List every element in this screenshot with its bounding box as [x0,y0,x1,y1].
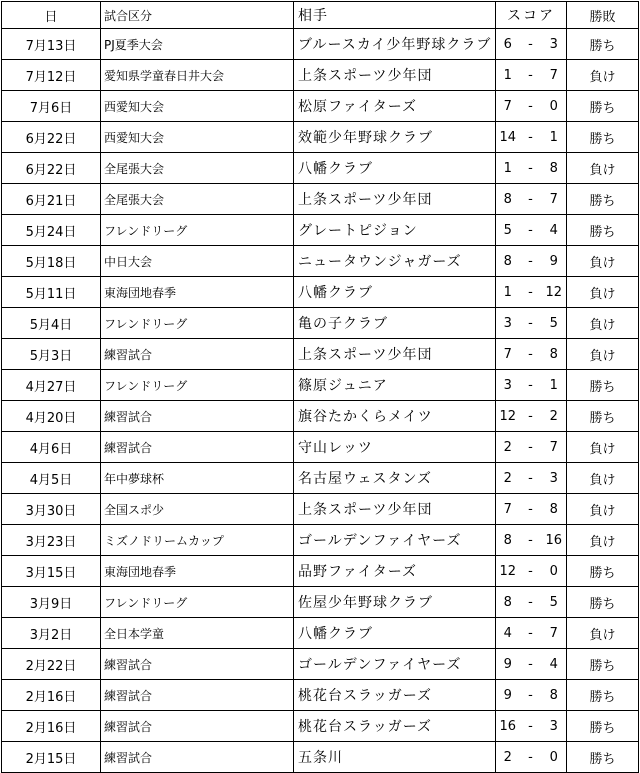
header-opponent: 相手 [294,2,496,29]
cell-score-them: 8 [542,339,567,370]
cell-opponent: 旗谷たかくらメイツ [294,401,496,432]
cell-score-us: 1 [496,153,520,184]
cell-score-dash: - [520,556,542,587]
cell-score-us: 1 [496,277,520,308]
cell-date: 6月21日 [2,184,101,215]
cell-competition: 愛知県学童春日井大会 [101,60,294,91]
cell-score-dash: - [520,308,542,339]
cell-score-us: 4 [496,618,520,649]
table-row [2,649,639,680]
cell-score-them: 12 [542,277,567,308]
cell-score-dash: - [520,494,542,525]
cell-score-dash: - [520,339,542,370]
table-row [2,91,639,122]
cell-score-us: 9 [496,680,520,711]
cell-score-them: 9 [542,246,567,277]
cell-date: 7月12日 [2,60,101,91]
header-competition: 試合区分 [101,2,294,29]
cell-date: 4月20日 [2,401,101,432]
table-row [2,556,639,587]
cell-opponent: 品野ファイターズ [294,556,496,587]
cell-score-us: 2 [496,742,520,773]
cell-date: 4月27日 [2,370,101,401]
cell-date: 6月22日 [2,153,101,184]
cell-competition: 年中夢球杯 [101,463,294,494]
cell-score-them: 0 [542,556,567,587]
cell-result: 勝ち [567,122,639,153]
table-body [2,29,639,773]
table-row [2,29,639,60]
cell-date: 7月6日 [2,91,101,122]
cell-competition: 東海団地春季 [101,277,294,308]
cell-score-them: 7 [542,184,567,215]
cell-score-dash: - [520,215,542,246]
cell-opponent: 上条スポーツ少年団 [294,184,496,215]
cell-competition: 練習試合 [101,711,294,742]
cell-score-dash: - [520,246,542,277]
cell-result: 勝ち [567,587,639,618]
cell-score-dash: - [520,401,542,432]
cell-date: 3月15日 [2,556,101,587]
cell-competition: ミズノドリームカップ [101,525,294,556]
cell-score-dash: - [520,184,542,215]
table-row [2,122,639,153]
cell-result: 負け [567,494,639,525]
table-header [2,2,639,29]
cell-date: 3月23日 [2,525,101,556]
cell-score-them: 7 [542,60,567,91]
cell-result: 負け [567,60,639,91]
cell-opponent: 名古屋ウェスタンズ [294,463,496,494]
cell-opponent: 五条川 [294,742,496,773]
table-row [2,277,639,308]
cell-competition: 全日本学童 [101,618,294,649]
table-row [2,494,639,525]
cell-date: 7月13日 [2,29,101,60]
cell-result: 勝ち [567,556,639,587]
table-row [2,184,639,215]
cell-competition: 練習試合 [101,742,294,773]
cell-score-dash: - [520,432,542,463]
cell-opponent: ゴールデンファイヤーズ [294,525,496,556]
cell-score-dash: - [520,618,542,649]
table-row [2,463,639,494]
cell-opponent: グレートピジョン [294,215,496,246]
cell-opponent: 篠原ジュニア [294,370,496,401]
cell-score-dash: - [520,60,542,91]
cell-score-us: 1 [496,60,520,91]
game-results-table [1,1,639,773]
cell-score-us: 3 [496,370,520,401]
cell-date: 6月22日 [2,122,101,153]
header-result: 勝敗 [567,2,639,29]
cell-score-us: 5 [496,215,520,246]
table-row [2,525,639,556]
cell-competition: 全尾張大会 [101,184,294,215]
cell-competition: フレンドリーグ [101,587,294,618]
table-row [2,246,639,277]
cell-score-us: 12 [496,556,520,587]
cell-result: 負け [567,525,639,556]
cell-score-us: 2 [496,463,520,494]
cell-date: 5月24日 [2,215,101,246]
cell-date: 5月11日 [2,277,101,308]
cell-competition: 中日大会 [101,246,294,277]
cell-result: 勝ち [567,401,639,432]
cell-opponent: 桃花台スラッガーズ [294,711,496,742]
cell-opponent: 上条スポーツ少年団 [294,339,496,370]
cell-date: 3月2日 [2,618,101,649]
cell-result: 勝ち [567,649,639,680]
cell-score-them: 5 [542,308,567,339]
cell-date: 4月6日 [2,432,101,463]
cell-score-us: 2 [496,432,520,463]
cell-score-us: 16 [496,711,520,742]
cell-score-us: 8 [496,587,520,618]
cell-score-us: 7 [496,339,520,370]
table-row [2,339,639,370]
cell-opponent: 八幡クラブ [294,153,496,184]
cell-score-us: 7 [496,494,520,525]
cell-score-dash: - [520,649,542,680]
cell-opponent: 上条スポーツ少年団 [294,60,496,91]
cell-result: 負け [567,618,639,649]
cell-opponent: 守山レッツ [294,432,496,463]
cell-score-dash: - [520,711,542,742]
cell-date: 4月5日 [2,463,101,494]
cell-date: 5月3日 [2,339,101,370]
cell-competition: 西愛知大会 [101,91,294,122]
cell-score-us: 3 [496,308,520,339]
cell-date: 3月30日 [2,494,101,525]
cell-date: 2月16日 [2,680,101,711]
cell-score-them: 3 [542,29,567,60]
cell-competition: フレンドリーグ [101,215,294,246]
cell-result: 勝ち [567,370,639,401]
cell-opponent: 亀の子クラブ [294,308,496,339]
cell-result: 勝ち [567,29,639,60]
cell-competition: 練習試合 [101,432,294,463]
cell-score-them: 2 [542,401,567,432]
cell-result: 勝ち [567,742,639,773]
table-row [2,153,639,184]
cell-competition: 西愛知大会 [101,122,294,153]
header-score: スコア [496,2,567,29]
cell-score-dash: - [520,91,542,122]
cell-result: 負け [567,246,639,277]
cell-result: 勝ち [567,711,639,742]
header-row [2,2,639,29]
cell-score-dash: - [520,463,542,494]
cell-score-us: 6 [496,29,520,60]
cell-score-us: 9 [496,649,520,680]
cell-competition: 全国スポ少 [101,494,294,525]
cell-date: 5月18日 [2,246,101,277]
cell-result: 負け [567,308,639,339]
cell-score-dash: - [520,587,542,618]
cell-result: 負け [567,463,639,494]
cell-score-dash: - [520,680,542,711]
cell-opponent: ゴールデンファイヤーズ [294,649,496,680]
cell-score-dash: - [520,742,542,773]
table-row [2,370,639,401]
table-row [2,680,639,711]
table-row [2,215,639,246]
cell-score-them: 4 [542,215,567,246]
cell-result: 勝ち [567,680,639,711]
cell-opponent: 松原ファイターズ [294,91,496,122]
cell-score-us: 8 [496,525,520,556]
table-row [2,618,639,649]
cell-competition: フレンドリーグ [101,370,294,401]
cell-opponent: 效範少年野球クラブ [294,122,496,153]
cell-result: 負け [567,153,639,184]
cell-result: 負け [567,432,639,463]
cell-score-them: 3 [542,463,567,494]
table-row [2,742,639,773]
cell-date: 2月16日 [2,711,101,742]
cell-score-dash: - [520,153,542,184]
cell-date: 2月22日 [2,649,101,680]
cell-date: 2月15日 [2,742,101,773]
cell-competition: 練習試合 [101,649,294,680]
cell-opponent: 佐屋少年野球クラブ [294,587,496,618]
cell-result: 負け [567,339,639,370]
cell-result: 負け [567,277,639,308]
cell-opponent: 上条スポーツ少年団 [294,494,496,525]
cell-score-them: 1 [542,122,567,153]
cell-competition: 東海団地春季 [101,556,294,587]
cell-opponent: 八幡クラブ [294,618,496,649]
table-row [2,587,639,618]
cell-result: 勝ち [567,184,639,215]
cell-score-dash: - [520,370,542,401]
cell-score-dash: - [520,29,542,60]
cell-score-us: 14 [496,122,520,153]
table-row [2,432,639,463]
cell-score-them: 16 [542,525,567,556]
cell-date: 5月4日 [2,308,101,339]
cell-result: 勝ち [567,91,639,122]
cell-score-them: 0 [542,91,567,122]
cell-score-them: 7 [542,432,567,463]
cell-competition: 練習試合 [101,680,294,711]
cell-score-us: 7 [496,91,520,122]
table-row [2,308,639,339]
header-date: 日 [2,2,101,29]
cell-opponent: ニュータウンジャガーズ [294,246,496,277]
cell-competition: 練習試合 [101,339,294,370]
table-row [2,60,639,91]
table-row [2,401,639,432]
cell-score-dash: - [520,277,542,308]
cell-score-us: 8 [496,184,520,215]
cell-competition: PJ夏季大会 [101,29,294,60]
cell-opponent: ブルースカイ少年野球クラブ [294,29,496,60]
cell-score-dash: - [520,525,542,556]
cell-opponent: 八幡クラブ [294,277,496,308]
cell-date: 3月9日 [2,587,101,618]
cell-score-dash: - [520,122,542,153]
cell-score-us: 8 [496,246,520,277]
cell-competition: 練習試合 [101,401,294,432]
cell-score-them: 0 [542,742,567,773]
cell-result: 勝ち [567,215,639,246]
cell-opponent: 桃花台スラッガーズ [294,680,496,711]
table-row [2,711,639,742]
cell-score-us: 12 [496,401,520,432]
cell-score-them: 4 [542,649,567,680]
cell-score-them: 8 [542,680,567,711]
cell-score-them: 1 [542,370,567,401]
cell-score-them: 7 [542,618,567,649]
cell-competition: 全尾張大会 [101,153,294,184]
cell-score-them: 5 [542,587,567,618]
cell-score-them: 3 [542,711,567,742]
cell-competition: フレンドリーグ [101,308,294,339]
cell-score-them: 8 [542,494,567,525]
cell-score-them: 8 [542,153,567,184]
